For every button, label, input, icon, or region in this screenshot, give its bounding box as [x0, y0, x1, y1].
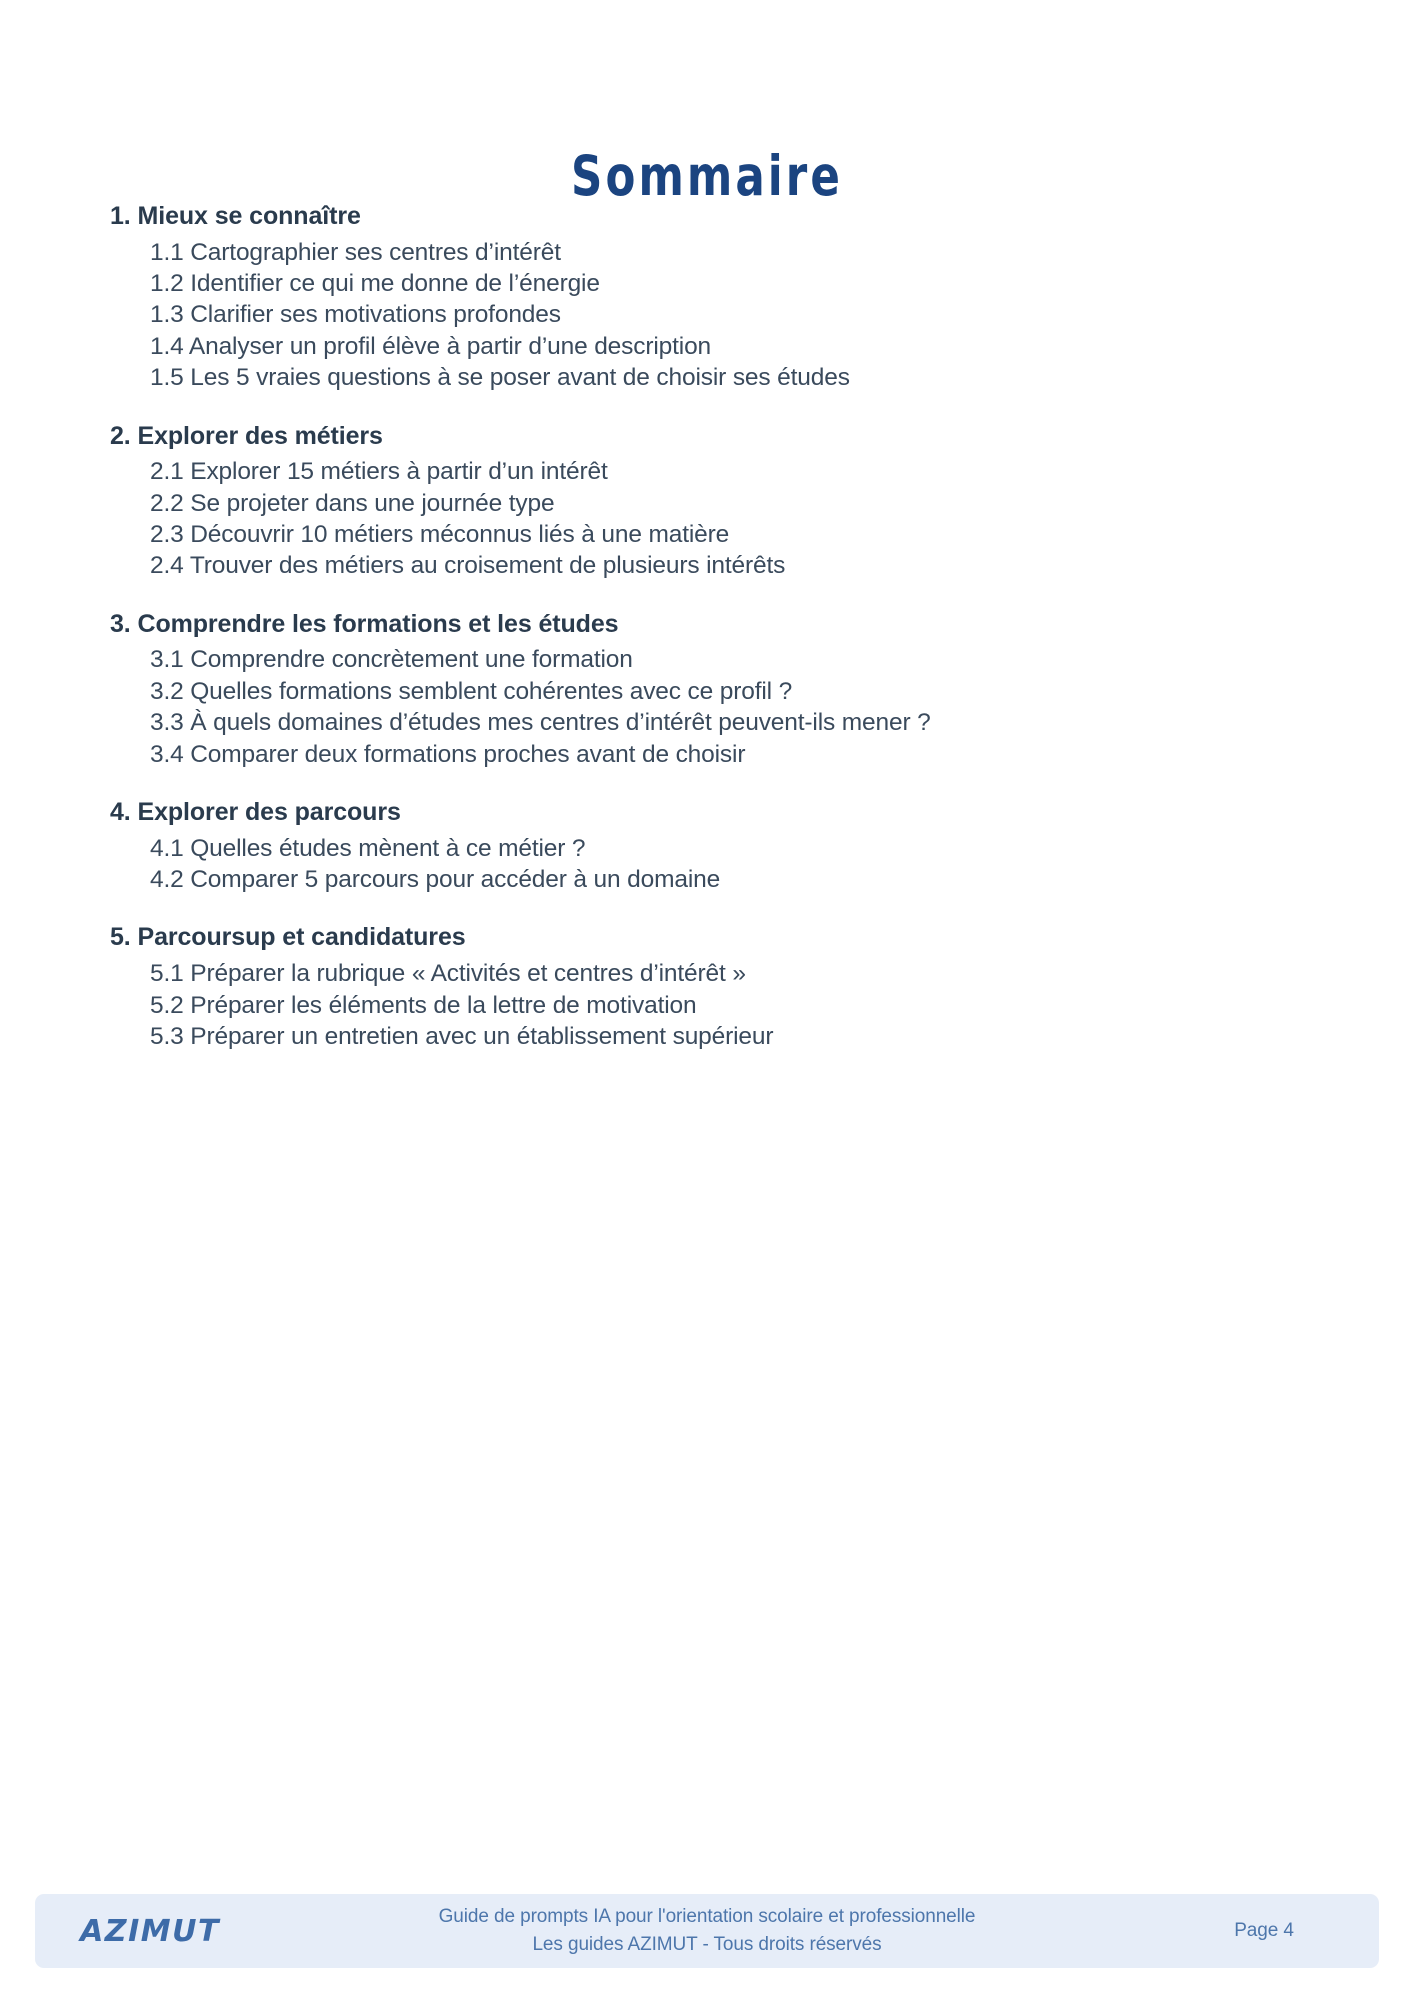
toc-entry[interactable]: 2.3 Découvrir 10 métiers méconnus liés à une matière	[150, 521, 730, 549]
toc-entry[interactable]: 2.2 Se projeter dans une journée type	[150, 489, 555, 517]
toc-entry[interactable]: 5.2 Préparer les éléments de la lettre de motivation	[150, 991, 697, 1019]
toc-entry[interactable]: 2.4 Trouver des métiers au croisement de plusieurs intérêts	[150, 552, 786, 580]
toc-section-title[interactable]: 3. Comprendre les formations et les études	[110, 609, 619, 638]
toc-section-title[interactable]: 2. Explorer des métiers	[110, 421, 383, 450]
toc-section-title[interactable]: 4. Explorer des parcours	[110, 797, 401, 826]
toc-entry[interactable]: 1.4 Analyser un profil élève à partir d’une description	[150, 332, 712, 360]
toc-section	[110, 796, 1290, 895]
page-title: Sommaire	[570, 143, 843, 208]
toc-entry[interactable]: 3.4 Comparer deux formations proches avant de choisir	[150, 740, 746, 768]
page-number: Page 4	[1234, 1920, 1294, 1941]
toc-entry[interactable]: 2.1 Explorer 15 métiers à partir d’un intérêt	[150, 458, 608, 486]
toc-entry[interactable]: 1.5 Les 5 vraies questions à se poser avant de choisir ses études	[150, 364, 850, 392]
toc-sub-list	[110, 237, 1290, 394]
table-of-contents	[110, 200, 1290, 1052]
toc-entry[interactable]: 4.2 Comparer 5 parcours pour accéder à un domaine	[150, 866, 721, 894]
toc-entry[interactable]: 3.3 À quels domaines d’études mes centres d’intérêt peuvent-ils mener ?	[150, 709, 931, 737]
page-footer	[35, 1894, 1379, 1968]
toc-entry[interactable]: 3.1 Comprendre concrètement une formation	[150, 646, 633, 674]
toc-section-title[interactable]: 1. Mieux se connaître	[110, 202, 361, 230]
footer-line-2: Les guides AZIMUT - Tous droits réservés	[532, 1934, 882, 1955]
toc-section-title[interactable]: 5. Parcoursup et candidatures	[110, 923, 466, 952]
toc-sub-list	[110, 958, 1290, 1052]
toc-sub-list	[110, 833, 1290, 896]
toc-section	[110, 420, 1290, 582]
toc-section	[110, 608, 1290, 770]
toc-section	[110, 921, 1290, 1052]
toc-entry[interactable]: 5.1 Préparer la rubrique « Activités et centres d’intérêt »	[150, 960, 746, 988]
toc-entry[interactable]: 4.1 Quelles études mènent à ce métier ?	[150, 834, 586, 862]
toc-entry[interactable]: 3.2 Quelles formations semblent cohérentes avec ce profil ?	[150, 677, 793, 705]
toc-entry[interactable]: 1.3 Clarifier ses motivations profondes	[150, 301, 561, 329]
footer-copyright	[265, 1903, 1149, 1960]
toc-sub-list	[110, 644, 1290, 769]
toc-entry[interactable]: 1.2 Identifier ce qui me donne de l’énergie	[150, 270, 600, 298]
toc-section	[110, 200, 1290, 394]
toc-entry[interactable]: 1.1 Cartographier ses centres d’intérêt	[150, 238, 561, 266]
toc-sub-list	[110, 456, 1290, 581]
footer-line-1: Guide de prompts IA pour l'orientation scolaire et professionnelle	[438, 1905, 976, 1927]
azimut-logo: AZIMUT	[80, 1913, 220, 1949]
toc-entry[interactable]: 5.3 Préparer un entretien avec un établissement supérieur	[150, 1022, 774, 1050]
